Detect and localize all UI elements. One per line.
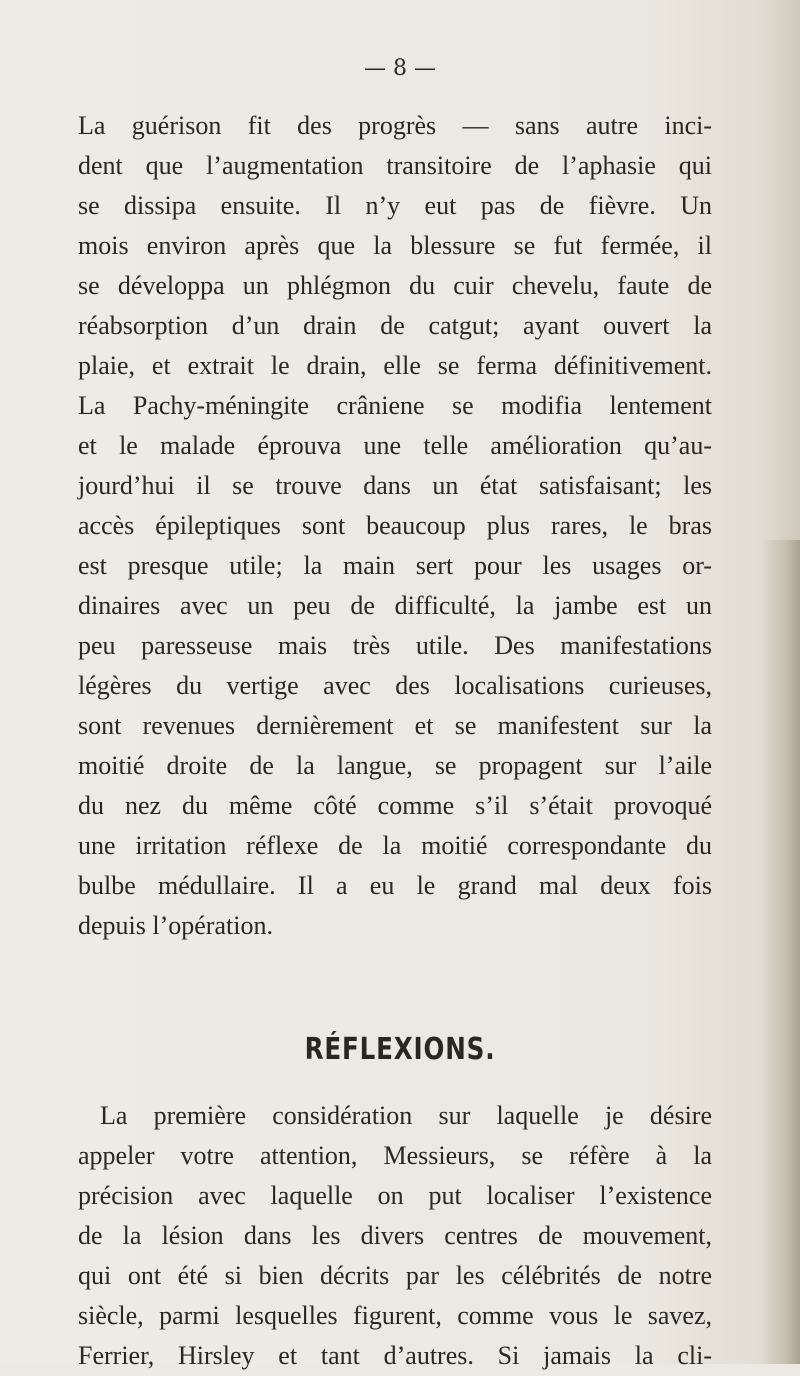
text-line: dinaires avec un peu de difficulté, la jambe est un — [78, 591, 712, 620]
text-line: depuis l’opération. — [78, 911, 273, 940]
text-line: jourd’hui il se trouve dans un état satisfaisant; les — [78, 471, 712, 500]
text-line: réabsorption d’un drain de catgut; ayant ouvert la — [78, 311, 712, 340]
body-paragraph-2 — [78, 1096, 712, 1376]
body-paragraph-1 — [78, 106, 712, 946]
text-line: La première considération sur laquelle je désire — [100, 1101, 712, 1130]
page-number: — 8 — — [364, 56, 436, 81]
text-line: La guérison fit des progrès — sans autre inci- — [78, 111, 712, 140]
text-line: plaie, et extrait le drain, elle se ferma définitivement. — [78, 351, 712, 380]
text-line: accès épileptiques sont beaucoup plus rares, le bras — [78, 511, 712, 540]
text-line: précision avec laquelle on put localiser l’existence — [78, 1181, 712, 1210]
text-line: une irritation réflexe de la moitié correspondante du — [78, 831, 712, 860]
text-line: moitié droite de la langue, se propagent sur l’aile — [78, 751, 712, 780]
text-line: se dissipa ensuite. Il n’y eut pas de fièvre. Un — [78, 191, 712, 220]
text-line: bulbe médullaire. Il a eu le grand mal deux fois — [78, 871, 712, 900]
page-edge-shadow — [762, 540, 800, 1364]
text-line: est presque utile; la main sert pour les usages or- — [78, 551, 712, 580]
text-line: légères du vertige avec des localisations curieuses, — [78, 671, 712, 700]
text-line: du nez du même côté comme s’il s’était provoqué — [78, 791, 712, 820]
text-line: sont revenues dernièrement et se manifestent sur la — [78, 711, 712, 740]
section-heading: RÉFLEXIONS. — [304, 1032, 496, 1067]
text-line: peu paresseuse mais très utile. Des manifestations — [78, 631, 712, 660]
text-line: mois environ après que la blessure se fut fermée, il — [78, 231, 712, 260]
text-line: se développa un phlégmon du cuir chevelu, faute de — [78, 271, 712, 300]
text-line: La Pachy-méningite crâniene se modifia lentement — [78, 391, 712, 420]
text-line: et le malade éprouva une telle amélioration qu’au- — [78, 431, 712, 460]
text-line: siècle, parmi lesquelles figurent, comme vous le savez, — [78, 1301, 712, 1330]
text-line: de la lésion dans les divers centres de mouvement, — [78, 1221, 712, 1250]
text-line: appeler votre attention, Messieurs, se réfère à la — [78, 1141, 712, 1170]
page-number-value: 8 — [393, 56, 407, 81]
text-line: qui ont été si bien décrits par les célébrités de notre — [78, 1261, 712, 1290]
text-line: Ferrier, Hirsley et tant d’autres. Si jamais la cli- — [78, 1341, 712, 1370]
text-line: dent que l’augmentation transitoire de l’aphasie qui — [78, 151, 712, 180]
